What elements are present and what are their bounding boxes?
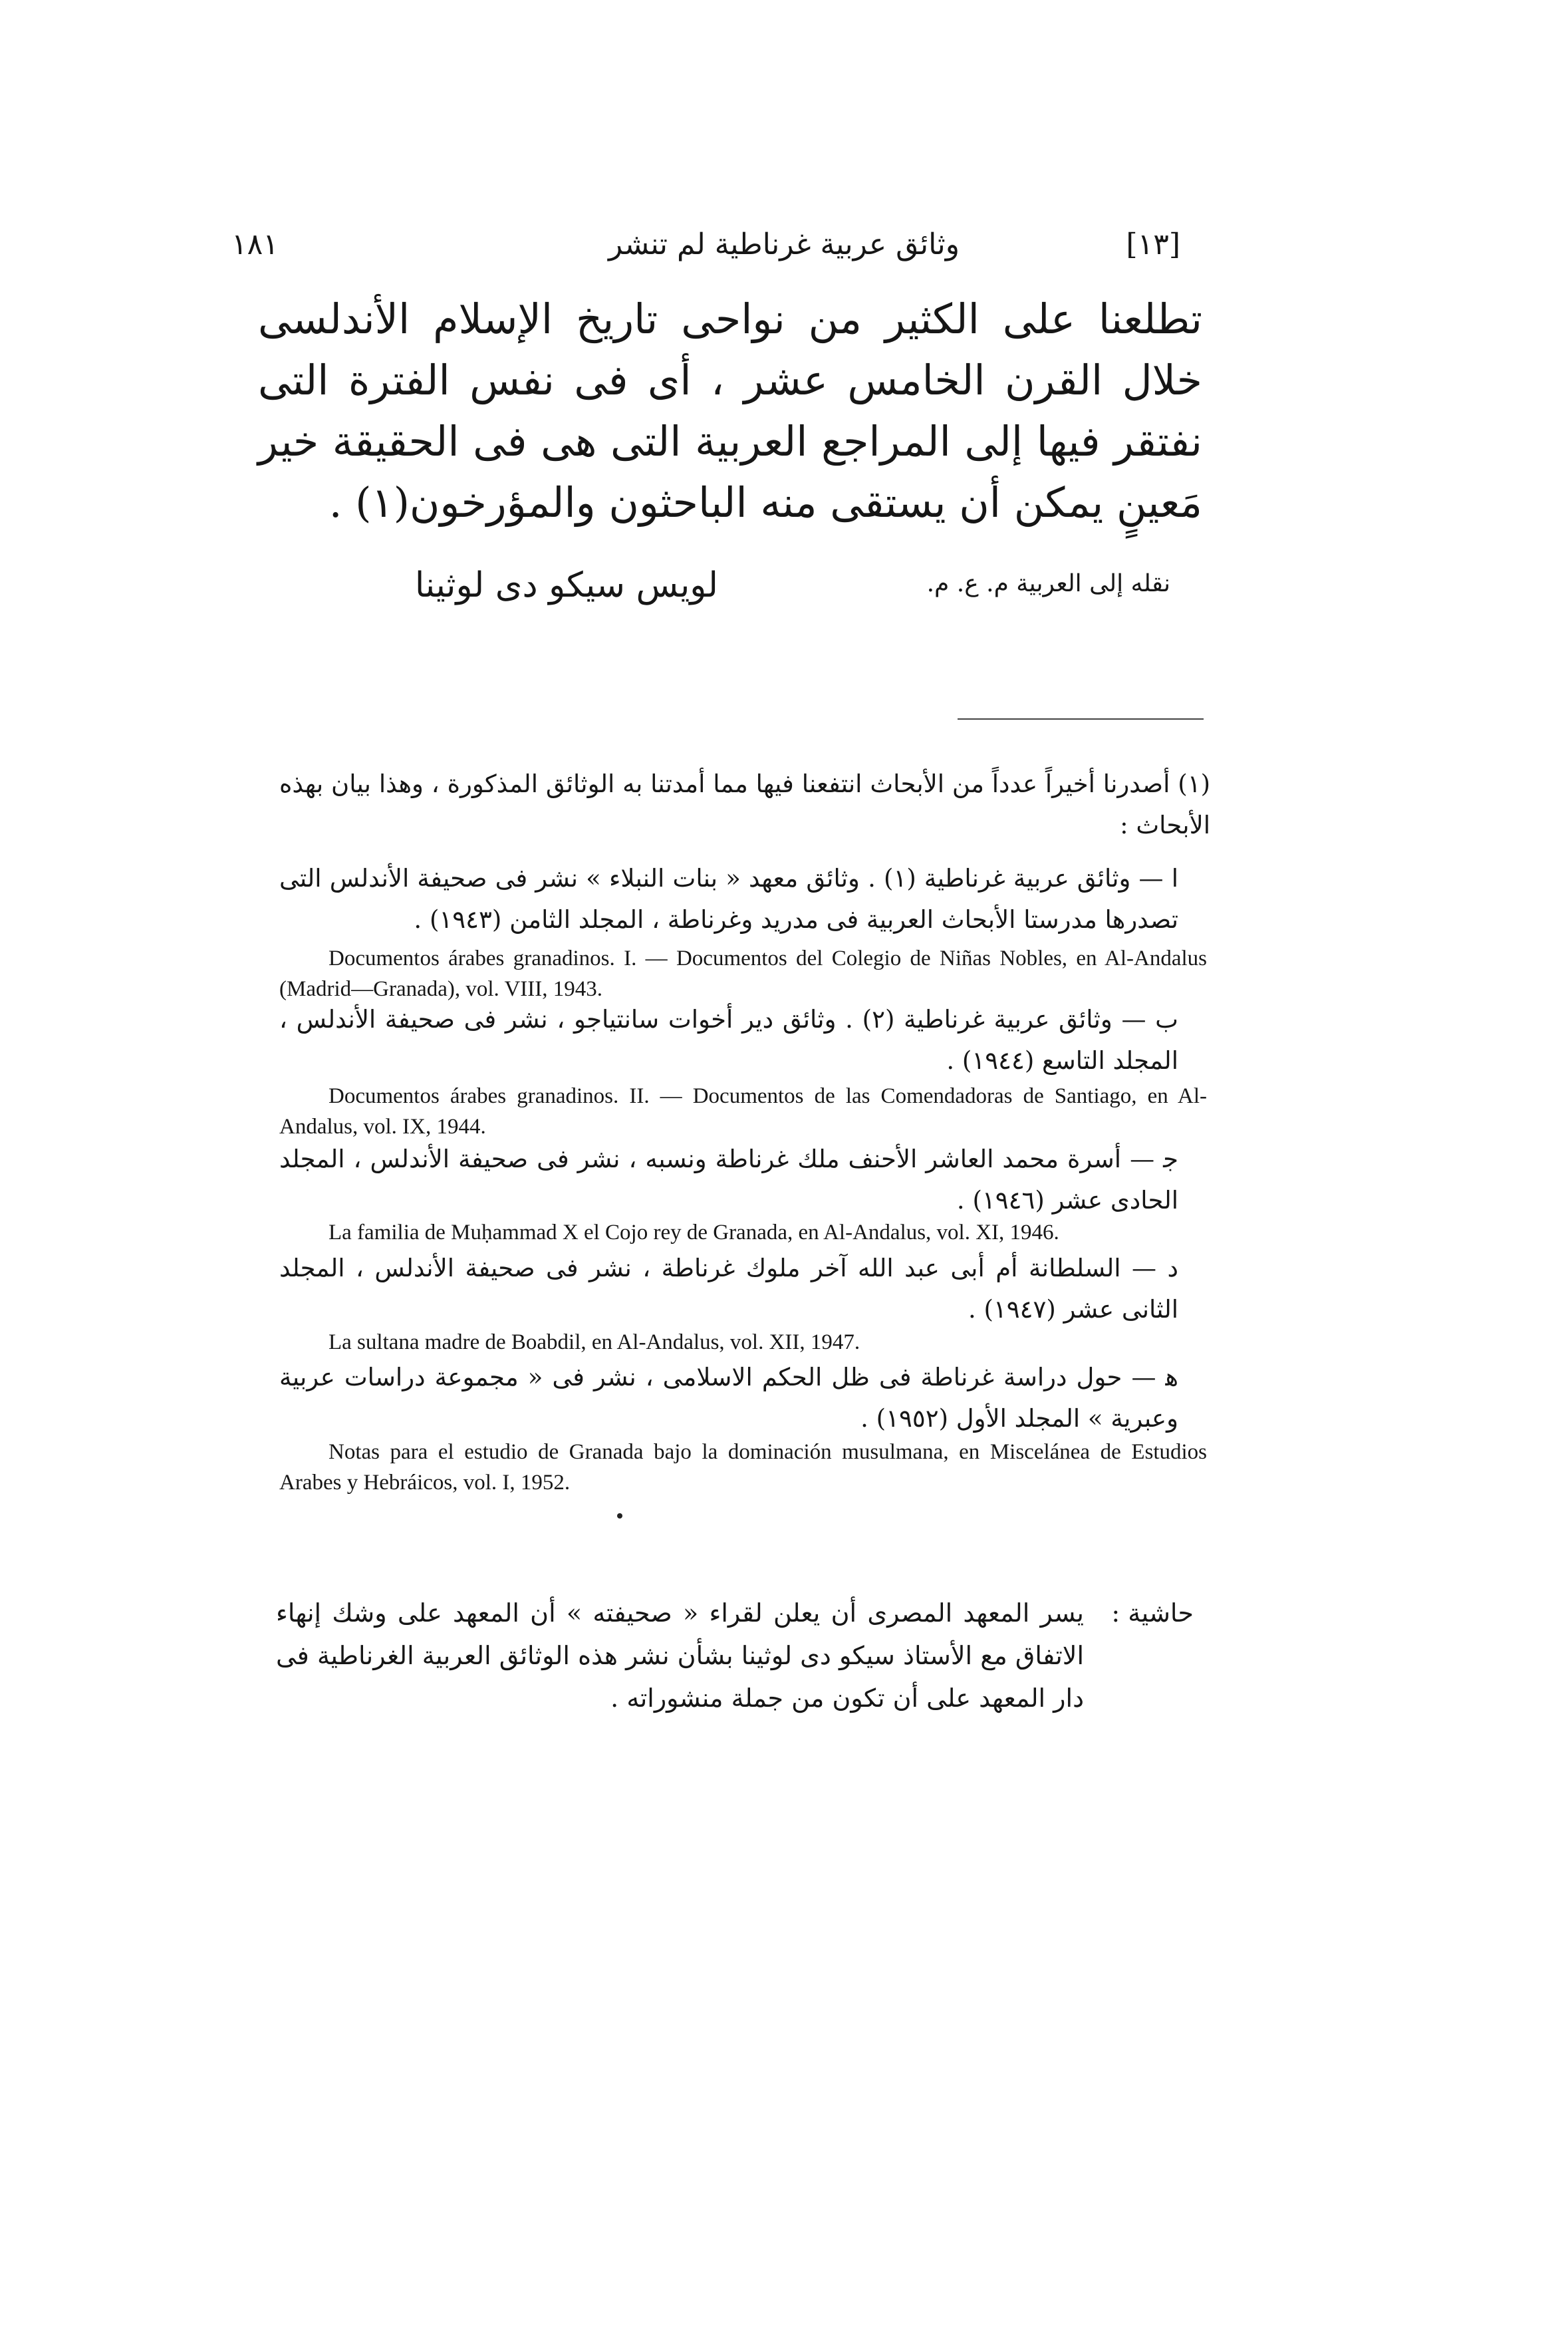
separator-dot <box>617 1513 622 1519</box>
footnote-divider <box>958 718 1204 720</box>
footnote-item-a-latin: Documentos árabes granadinos. I. — Documentos del Colegio de Niñas Nobles, en Al-Andalus (Madrid—Granada), vol. VIII, 1943. <box>279 947 1207 1001</box>
note-label: حاشية : <box>1111 1598 1194 1628</box>
footnote-item-d-arabic: د — السلطانة أم أبى عبد الله آخر ملوك غرناطة ، نشر فى صحيفة الأندلس ، المجلد الثانى عشر (١٩٤٧) . <box>279 1254 1178 1324</box>
translator-credit: نقله إلى العربية م. ع. م. <box>926 570 1170 597</box>
footnote-item-c-arabic: ﺟ — أسرة محمد العاشر الأحنف ملك غرناطة ونسبه ، نشر فى صحيفة الأندلس ، المجلد الحادى عشر (١٩٤٦) . <box>279 1145 1178 1215</box>
main-paragraph: تطلعنا على الكثير من نواحى تاريخ الإسلام الأندلسى خلال القرن الخامس عشر ، أى فى نفس الفترة التى نفتقر فيها إلى المراجع العربية التى هى فى الحقيقة خير مَعينٍ يمكن أن يستقى منه الباحثون والمؤرخون(١) . <box>258 295 1202 527</box>
footnote-item-b-latin: Documentos árabes granadinos. II. — Documentos de las Comendadoras de Santiago, en Al-Andalus, vol. IX, 1944. <box>279 1084 1207 1139</box>
running-title: وثائق عربية غرناطية لم تنشر <box>608 227 960 261</box>
footnote-item-a-arabic: ا — وثائق عربية غرناطية (١) . وثائق معهد « بنات النبلاء » نشر فى صحيفة الأندلس التى تصدرها مدرستا الأبحاث العربية فى مدريد وغرناطة ، المجلد الثامن (١٩٤٣) . <box>279 864 1178 934</box>
page-number: ١٨١ <box>231 227 279 261</box>
footnote-item-c-latin: La familia de Muḥammad X el Cojo rey de Granada, en Al-Andalus, vol. XI, 1946. <box>328 1221 1059 1244</box>
footnote-item-e-arabic: ﻫ — حول دراسة غرناطة فى ظل الحكم الاسلامى ، نشر فى « مجموعة دراسات عربية وعبرية » المجلد الأول (١٩٥٢) . <box>279 1363 1178 1433</box>
author-name: لويس سيكو دى لوثينا <box>414 565 718 605</box>
footnote-item-e-latin: Notas para el estudio de Granada bajo la dominación musulmana, en Miscelánea de Estudios Arabes y Hebráicos, vol. I, 1952. <box>279 1440 1207 1495</box>
note-text: يسر المعهد المصرى أن يعلن لقراء « صحيفته » أن المعهد على وشك إنهاء الاتفاق مع الأستاذ سيكو دى لوثينا بشأن نشر هذه الوثائق العربية الغرناطية فى دار المعهد على أن تكون من جملة منشوراته . <box>276 1598 1084 1713</box>
footnote-item-b-arabic: ب — وثائق عربية غرناطية (٢) . وثائق دير أخوات سانتياجو ، نشر فى صحيفة الأندلس ، المجلد التاسع (١٩٤٤) . <box>279 1005 1179 1075</box>
footnote-intro: (١) أصدرنا أخيراً عدداً من الأبحاث انتفعنا فيها مما أمدتنا به الوثائق المذكورة ، وهذا بيان بهذه الأبحاث : <box>279 770 1210 839</box>
footnote-item-d-latin: La sultana madre de Boabdil, en Al-Andalus, vol. XII, 1947. <box>328 1330 860 1354</box>
section-number: [١٣] <box>1126 227 1180 261</box>
